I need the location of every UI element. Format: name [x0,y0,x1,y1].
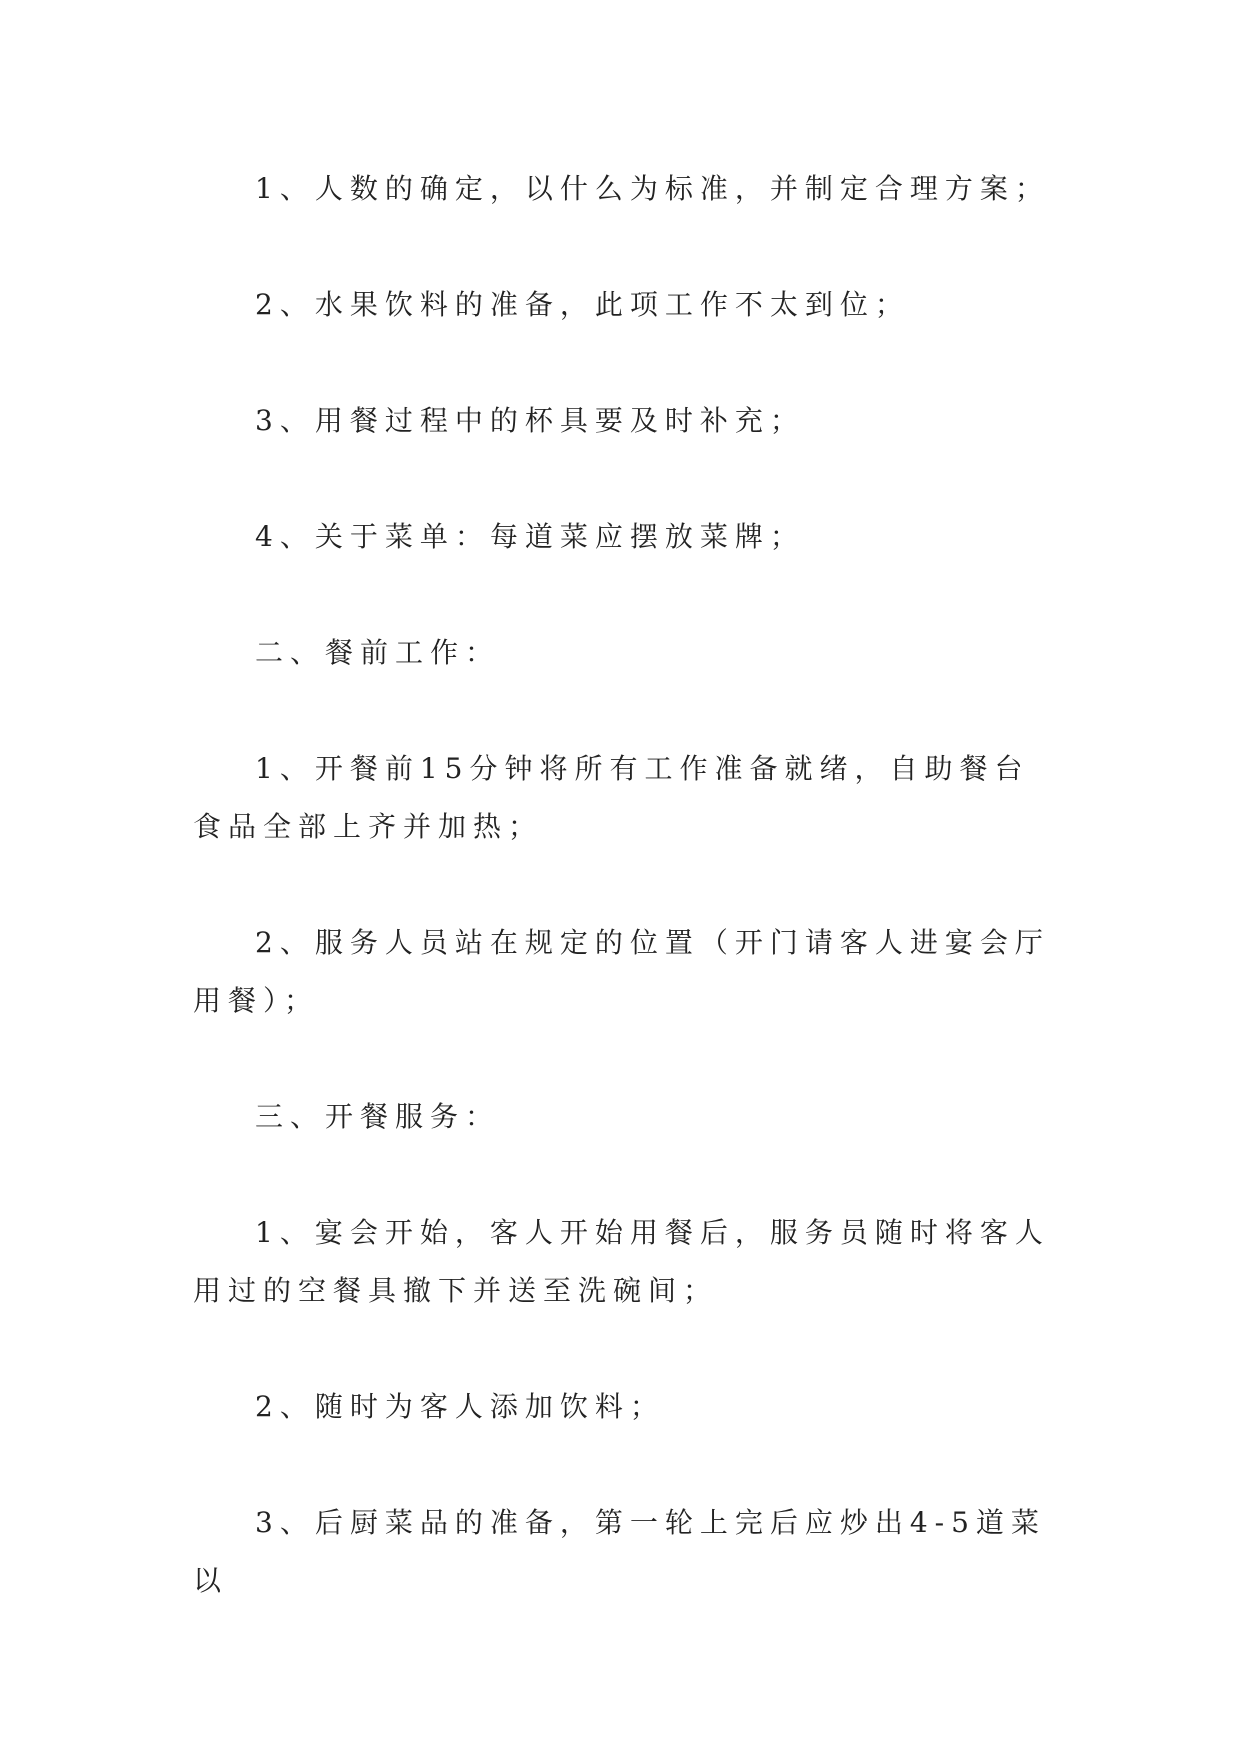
paragraph-fruit-drinks: 2、水果饮料的准备，此项工作不太到位； [255,288,910,321]
paragraph-headcount: 1、人数的确定，以什么为标准，并制定合理方案； [255,172,1050,205]
paragraph-preparation: 1、开餐前15分钟将所有工作准备就绪，自助餐台食品全部上齐并加热； [193,752,1030,843]
paragraph-clear-dishes: 1、宴会开始，客人开始用餐后，服务员随时将客人用过的空餐具撤下并送至洗碗间； [193,1216,1050,1307]
paragraph-menu: 4、关于菜单：每道菜应摆放菜牌； [255,520,805,553]
paragraph-staff-position: 2、服务人员站在规定的位置（开门请客人进宴会厅用餐）； [193,926,1050,1017]
paragraph-add-drinks: 2、随时为客人添加饮料； [255,1390,665,1423]
section-heading-meal-service: 三、开餐服务： [255,1100,501,1133]
paragraph-kitchen-dishes: 3、后厨菜品的准备，第一轮上完后应炒出4-5道菜以 [193,1506,1046,1597]
section-heading-pre-meal: 二、餐前工作： [255,636,501,669]
document-body [193,160,1055,1668]
paragraph-cups: 3、用餐过程中的杯具要及时补充； [255,404,805,437]
